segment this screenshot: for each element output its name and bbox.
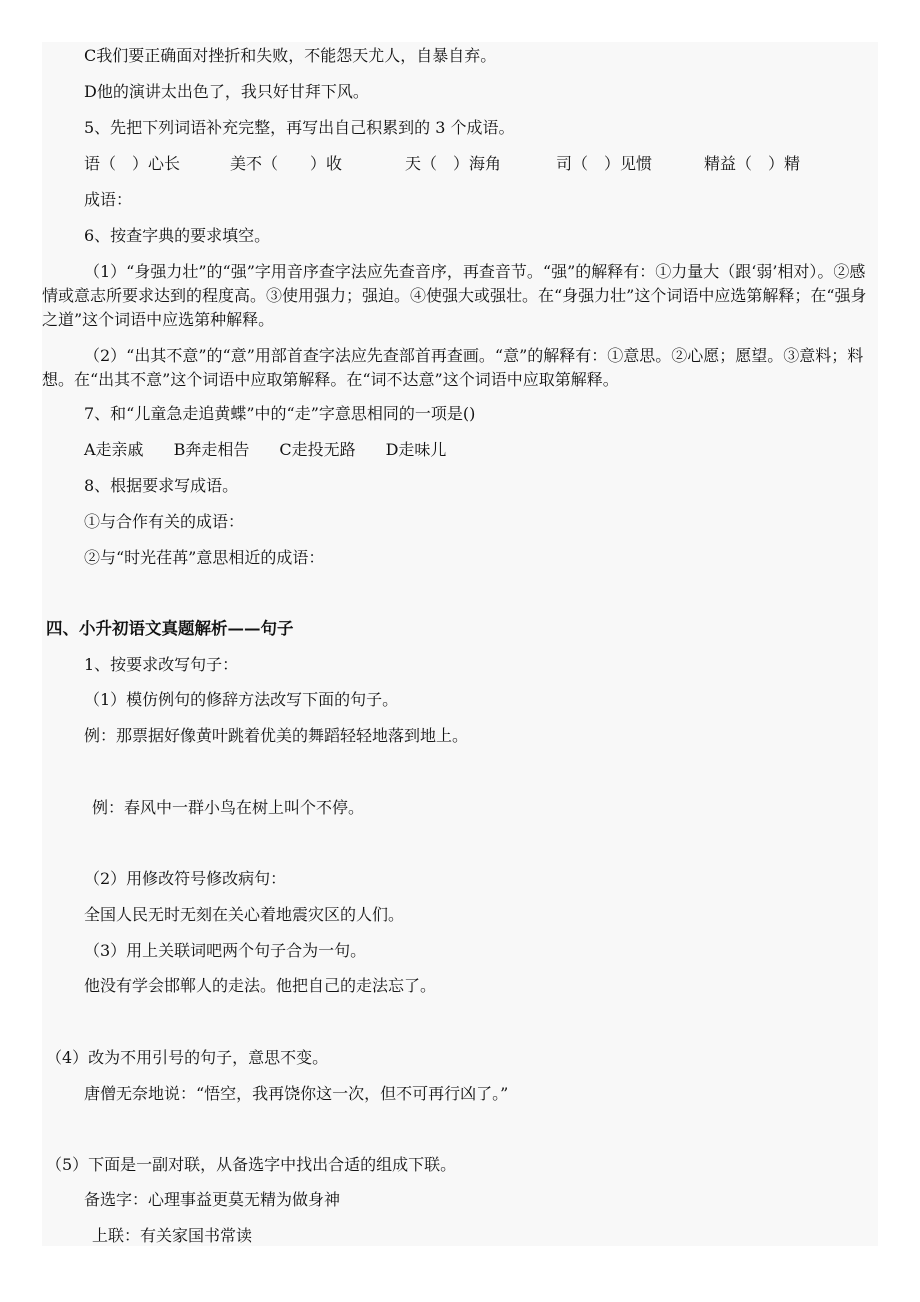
q5-blanks <box>84 153 800 175</box>
q4-option-c: C我们要正确面对挫折和失败，不能怨天尤人，自暴自弃。 <box>84 46 497 65</box>
q4-option-d: D他的演讲太出色了，我只好甘拜下风。 <box>84 82 369 101</box>
s1-title: 1、按要求改写句子： <box>84 655 239 674</box>
q6-part-1: （1）“身强力壮”的“强”字用音序查字法应先查音序，再查音节。“强”的解释有：①力量大（跟‘弱’相对）。②感情或意志所要求达到的程度高。③使用强力；强迫。④使强大或强壮。在“身强力壮”这个词语中应选第解释；在“强身之道”这个词语中应选第种解释。 <box>42 262 867 329</box>
q5-blank-3: 天（ ）海角 <box>405 154 502 173</box>
q7-option-a: A走亲戚 <box>84 440 144 459</box>
q5-idioms-label: 成语： <box>84 190 133 209</box>
q7-option-b: B奔走相告 <box>173 440 250 459</box>
s1-part-2: （2）用修改符号修改病句： <box>84 869 287 888</box>
s1-part-1: （1）模仿例句的修辞方法改写下面的句子。 <box>84 690 399 709</box>
s1-part-3-sentence: 他没有学会邯郸人的走法。他把自己的走法忘了。 <box>84 976 437 995</box>
s1-part-2-sentence: 全国人民无时无刻在关心着地震灾区的人们。 <box>84 905 405 924</box>
s1-part-4-sentence: 唐僧无奈地说：“悟空，我再饶你这一次，但不可再行凶了。” <box>84 1084 509 1103</box>
q7-options <box>84 439 476 461</box>
q8-item-1: ①与合作有关的成语： <box>84 512 245 531</box>
s1-part-5: （5）下面是一副对联，从备选字中找出合适的组成下联。 <box>46 1155 457 1174</box>
q7-title: 7、和“儿童急走追黄蝶”中的“走”字意思相同的一项是() <box>84 404 476 423</box>
q5-blank-4: 司（ ）见惯 <box>556 154 653 173</box>
q8-item-2: ②与“时光荏苒”意思相近的成语： <box>84 548 325 567</box>
section-heading: 四、小升初语文真题解析——句子 <box>46 619 294 638</box>
s1-part-1-task: 例：春风中一群小鸟在树上叫个不停。 <box>92 798 365 817</box>
q5-blank-1: 语（ ）心长 <box>84 154 181 173</box>
s1-part-3: （3）用上关联词吧两个句子合为一句。 <box>84 941 367 960</box>
s1-part-5-options: 备选字：心理事益更莫无精为做身神 <box>84 1190 341 1209</box>
q5-title: 5、先把下列词语补充完整，再写出自己积累到的 3 个成语。 <box>84 118 515 137</box>
q6-title: 6、按查字典的要求填空。 <box>84 226 271 245</box>
s1-part-5-upper-couplet: 上联：有关家国书常读 <box>92 1226 253 1245</box>
q8-title: 8、根据要求写成语。 <box>84 476 239 495</box>
q7-option-d: D走味儿 <box>385 440 447 459</box>
q6-part-2: （2）“出其不意”的“意”用部首查字法应先查部首再查画。“意”的解释有：①意思。②心愿；愿望。③意料；料想。在“出其不意”这个词语中应取第解释。在“词不达意”这个词语中应取第解释。 <box>42 346 864 389</box>
s1-part-1-example: 例：那票据好像黄叶跳着优美的舞蹈轻轻地落到地上。 <box>84 726 469 745</box>
s1-part-4: （4）改为不用引号的句子，意思不变。 <box>46 1048 329 1067</box>
q5-blank-5: 精益（ ）精 <box>704 154 801 173</box>
q5-blank-2: 美不（ ）收 <box>230 154 343 173</box>
q7-option-c: C走投无路 <box>279 440 356 459</box>
